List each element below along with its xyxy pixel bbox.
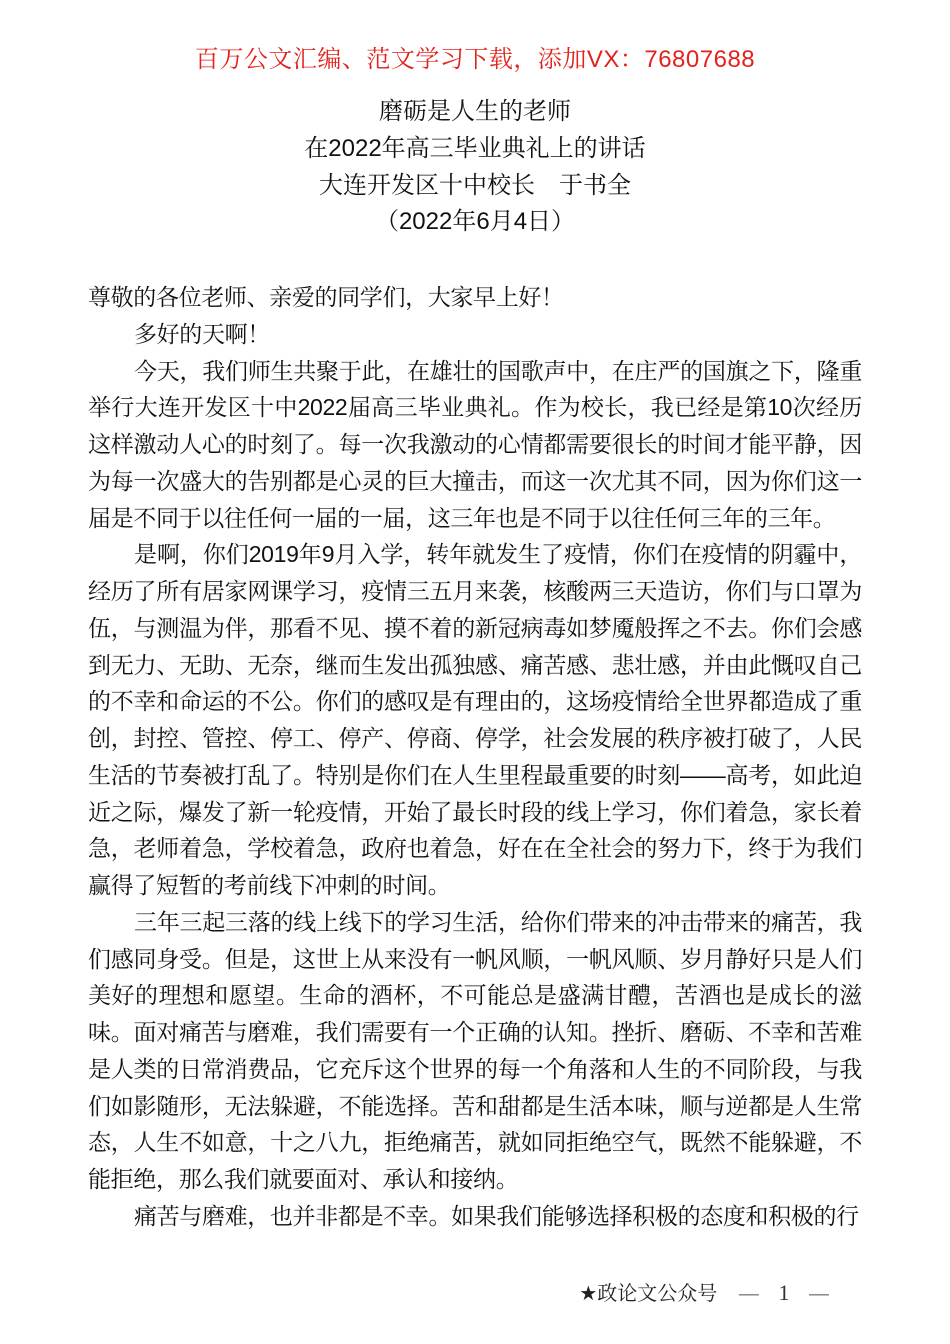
doc-subtitle: 在2022年高三毕业典礼上的讲话 — [304, 134, 646, 162]
document-body — [88, 279, 862, 1235]
doc-author-line: 大连开发区十中校长 于书全 — [319, 171, 631, 199]
page-number: 1 — [778, 1280, 790, 1305]
paragraph-greeting: 尊敬的各位老师、亲爱的同学们，大家早上好！ — [88, 284, 564, 310]
paragraph-attitude: 痛苦与磨难，也并非都是不幸。如果我们能够选择积极的态度和积极的行 — [134, 1202, 859, 1229]
paragraph-opening: 今天，我们师生共聚于此，在雄壮的国歌声中，在庄严的国旗之下，隆重举行大连开发区十中2022届高三毕业典礼。作为校长，我已经是第10次经历这样激动人心的时刻了。每一次我激动的心情都需要很长的时间才能平静，因为每一次盛大的告别都是心灵的巨大撞击，而这一次尤其不同，因为你们这一届是不同于以往任何一届的一届，这三年也是不同于以往任何三年的三年。 — [88, 357, 862, 531]
footer-brand: ★政论文公众号 — [579, 1283, 718, 1305]
promo-header-note: 百万公文汇编、范文学习下载，添加VX：76807688 — [194, 46, 756, 73]
paragraph-pandemic: 是啊，你们2019年9月入学，转年就发生了疫情，你们在疫情的阴霾中，经历了所有居家网课学习，疫情三五月来袭，核酸两三天造访，你们与口罩为伍，与测温为伴，那看不见、摸不着的新冠病毒如梦魇般挥之不去。你们会感到无力、无助、无奈，继而生发出孤独感、痛苦感、悲壮感，并由此慨叹自己的不幸和命运的不公。你们的感叹是有理由的，这场疫情给全世界都造成了重创，封控、管控、停工、停产、停商、停学，社会发展的秩序被打破了，人民生活的节奏被打乱了。特别是你们在人生里程最重要的时刻——高考，如此迫近之际，爆发了新一轮疫情，开始了最长时段的线上学习，你们着急，家长着急，老师着急，学校着急，政府也着急，好在在全社会的努力下，终于为我们赢得了短暂的考前线下冲刺的时间。 — [88, 541, 862, 898]
doc-date-line: （2022年6月4日） — [374, 208, 576, 236]
title-block — [88, 94, 862, 241]
page-dash-left: — — [738, 1283, 759, 1305]
doc-title: 磨砺是人生的老师 — [379, 98, 571, 125]
paragraph-weather: 多好的天啊！ — [134, 320, 270, 347]
page-dash-right: — — [809, 1283, 829, 1305]
page-footer — [579, 1279, 835, 1308]
paragraph-hardship: 三年三起三落的线上线下的学习生活，给你们带来的冲击带来的痛苦，我们感同身受。但是，这世上从来没有一帆风顺，一帆风顺、岁月静好只是人们美好的理想和愿望。生命的酒杯，不可能总是盛满甘醴，苦酒也是成长的滋味。面对痛苦与磨难，我们需要有一个正确的认知。挫折、磨砺、不幸和苦难是人类的日常消费品，它充斥这个世界的每一个角落和人生的不同阶段，与我们如影随形，无法躲避，不能选择。苦和甜都是生活本味，顺与逆都是人生常态，人生不如意，十之八九，拒绝痛苦，就如同拒绝空气，既然不能躲避，不能拒绝，那么我们就要面对、承认和接纳。 — [88, 908, 862, 1192]
